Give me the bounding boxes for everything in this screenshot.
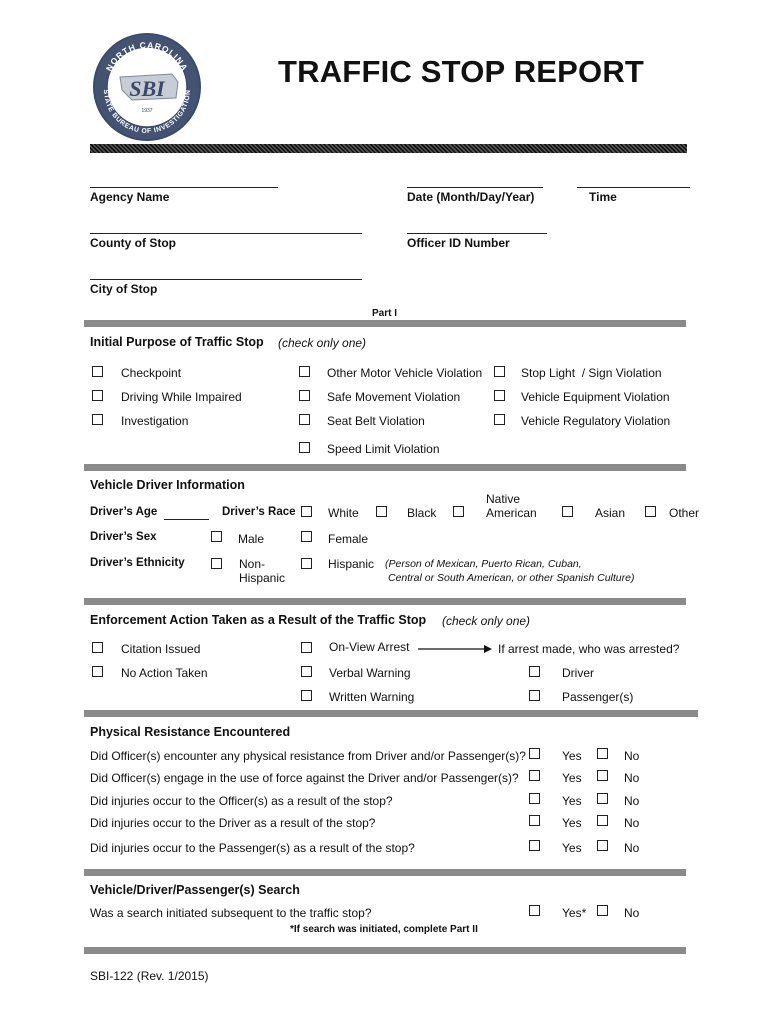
search-heading: Vehicle/Driver/Passenger(s) Search bbox=[90, 883, 300, 897]
arrested-passengers-checkbox[interactable] bbox=[529, 690, 540, 701]
race-asian-checkbox[interactable] bbox=[562, 506, 573, 517]
race-white-checkbox[interactable] bbox=[301, 506, 312, 517]
citation-issued-checkbox[interactable] bbox=[92, 642, 103, 653]
investigation-checkbox[interactable] bbox=[92, 414, 103, 425]
vehicle-regulatory-label: Vehicle Regulatory Violation bbox=[521, 414, 671, 428]
time-label: Time bbox=[589, 190, 617, 204]
ethnicity-hispanic-checkbox[interactable] bbox=[301, 558, 312, 569]
stop-light-label: Stop Light / Sign Violation bbox=[521, 366, 662, 380]
section-divider bbox=[84, 869, 686, 876]
enforcement-heading: Enforcement Action Taken as a Result of the Traffic Stop bbox=[90, 613, 427, 627]
enforcement-note: (check only one) bbox=[442, 614, 531, 628]
ethnicity-non-hispanic-checkbox[interactable] bbox=[211, 558, 222, 569]
no-action-checkbox[interactable] bbox=[92, 666, 103, 677]
drivers-age-line[interactable] bbox=[164, 519, 209, 520]
county-label: County of Stop bbox=[90, 236, 176, 250]
force-yes-checkbox[interactable] bbox=[529, 770, 540, 781]
force-no-label: No bbox=[624, 771, 640, 785]
arrow-right-icon bbox=[418, 641, 492, 659]
resistance-yes-checkbox[interactable] bbox=[529, 748, 540, 759]
arrest-question-label: If arrest made, who was arrested? bbox=[498, 642, 680, 656]
verbal-warning-label: Verbal Warning bbox=[329, 666, 411, 680]
other-mv-violation-label: Other Motor Vehicle Violation bbox=[327, 366, 483, 380]
passenger-injury-no-checkbox[interactable] bbox=[597, 840, 608, 851]
passenger-injury-yes-label: Yes bbox=[562, 841, 582, 855]
search-question: Was a search initiated subsequent to the traffic stop? bbox=[90, 906, 372, 920]
race-american-label: American bbox=[486, 506, 537, 520]
ethnicity-hispanic-word-label: Hispanic bbox=[239, 571, 286, 585]
driver-injury-yes-checkbox[interactable] bbox=[529, 815, 540, 826]
sex-female-checkbox[interactable] bbox=[301, 531, 312, 542]
officer-id-label: Officer ID Number bbox=[407, 236, 510, 250]
date-line[interactable] bbox=[407, 187, 543, 188]
arrested-driver-checkbox[interactable] bbox=[529, 666, 540, 677]
race-black-label: Black bbox=[407, 506, 437, 520]
sex-male-checkbox[interactable] bbox=[211, 531, 222, 542]
race-other-checkbox[interactable] bbox=[645, 506, 656, 517]
ethnicity-hispanic-label: Hispanic bbox=[328, 557, 375, 571]
passenger-injury-yes-checkbox[interactable] bbox=[529, 840, 540, 851]
sex-female-label: Female bbox=[328, 532, 369, 546]
citation-issued-label: Citation Issued bbox=[121, 642, 201, 656]
stop-light-checkbox[interactable] bbox=[494, 366, 505, 377]
section-divider bbox=[84, 464, 686, 471]
ethnicity-non-label: Non- bbox=[239, 557, 266, 571]
arrested-passengers-label: Passenger(s) bbox=[562, 690, 634, 704]
safe-movement-checkbox[interactable] bbox=[299, 390, 310, 401]
time-line[interactable] bbox=[577, 187, 690, 188]
checkpoint-label: Checkpoint bbox=[121, 366, 182, 380]
section-divider bbox=[84, 320, 686, 327]
officer-injury-no-checkbox[interactable] bbox=[597, 793, 608, 804]
on-view-arrest-label: On-View Arrest bbox=[329, 640, 410, 654]
date-label: Date (Month/Day/Year) bbox=[407, 190, 535, 204]
race-native-american-checkbox[interactable] bbox=[453, 506, 464, 517]
part-label: Part I bbox=[372, 308, 398, 319]
driver-injury-question: Did injuries occur to the Driver as a result of the stop? bbox=[90, 816, 376, 830]
officer-injury-question: Did injuries occur to the Officer(s) as a result of the stop? bbox=[90, 794, 393, 808]
safe-movement-label: Safe Movement Violation bbox=[327, 390, 461, 404]
race-asian-label: Asian bbox=[595, 506, 626, 520]
ethnicity-note-1: (Person of Mexican, Puerto Rican, Cuban, bbox=[385, 558, 582, 570]
purpose-note: (check only one) bbox=[278, 336, 367, 350]
officer-injury-no-label: No bbox=[624, 794, 640, 808]
search-footnote: *If search was initiated, complete Part II bbox=[290, 924, 478, 935]
dwi-label: Driving While Impaired bbox=[121, 390, 242, 404]
race-native-label: Native bbox=[486, 492, 521, 506]
form-id: SBI-122 (Rev. 1/2015) bbox=[90, 969, 209, 983]
purpose-heading: Initial Purpose of Traffic Stop bbox=[90, 335, 264, 349]
resistance-yes-label: Yes bbox=[562, 749, 582, 763]
sbi-seal-logo bbox=[92, 32, 202, 142]
verbal-warning-checkbox[interactable] bbox=[301, 666, 312, 677]
drivers-race-label: Driver’s Race bbox=[222, 506, 296, 518]
written-warning-label: Written Warning bbox=[329, 690, 415, 704]
section-divider bbox=[84, 947, 686, 954]
arrested-driver-label: Driver bbox=[562, 666, 594, 680]
seat-belt-checkbox[interactable] bbox=[299, 414, 310, 425]
written-warning-checkbox[interactable] bbox=[301, 690, 312, 701]
race-white-label: White bbox=[328, 506, 359, 520]
seal-center-text: SBI bbox=[129, 76, 165, 101]
race-other-label: Other bbox=[669, 506, 700, 520]
vehicle-regulatory-checkbox[interactable] bbox=[494, 414, 505, 425]
officer-injury-yes-label: Yes bbox=[562, 794, 582, 808]
checkpoint-checkbox[interactable] bbox=[92, 366, 103, 377]
resistance-no-checkbox[interactable] bbox=[597, 748, 608, 759]
drivers-sex-label: Driver’s Sex bbox=[90, 531, 157, 543]
drivers-ethnicity-label: Driver’s Ethnicity bbox=[90, 557, 185, 569]
county-line[interactable] bbox=[90, 233, 362, 234]
force-no-checkbox[interactable] bbox=[597, 770, 608, 781]
sex-male-label: Male bbox=[238, 532, 265, 546]
page-title: TRAFFIC STOP REPORT bbox=[278, 54, 645, 89]
title-rule bbox=[90, 144, 687, 153]
section-divider bbox=[84, 598, 686, 605]
resistance-no-label: No bbox=[624, 749, 640, 763]
officer-injury-yes-checkbox[interactable] bbox=[529, 793, 540, 804]
seat-belt-label: Seat Belt Violation bbox=[327, 414, 425, 428]
ethnicity-note-2: Central or South American, or other Spanish Culture) bbox=[388, 572, 635, 584]
dwi-checkbox[interactable] bbox=[92, 390, 103, 401]
drivers-age-label: Driver’s Age bbox=[90, 506, 158, 518]
resistance-question: Did Officer(s) encounter any physical resistance from Driver and/or Passenger(s)? bbox=[90, 749, 526, 763]
speed-limit-checkbox[interactable] bbox=[299, 442, 310, 453]
officer-id-line[interactable] bbox=[407, 233, 547, 234]
resistance-heading: Physical Resistance Encountered bbox=[90, 725, 291, 739]
search-no-checkbox[interactable] bbox=[597, 905, 608, 916]
driver-injury-no-checkbox[interactable] bbox=[597, 815, 608, 826]
passenger-injury-question: Did injuries occur to the Passenger(s) as a result of the stop? bbox=[90, 841, 415, 855]
driver-injury-yes-label: Yes bbox=[562, 816, 582, 830]
city-label: City of Stop bbox=[90, 282, 158, 296]
seal-bottom-text: STATE BUREAU OF INVESTIGATION bbox=[101, 89, 193, 136]
search-yes-checkbox[interactable] bbox=[529, 905, 540, 916]
no-action-label: No Action Taken bbox=[121, 666, 208, 680]
agency-name-label: Agency Name bbox=[90, 190, 170, 204]
vehicle-equipment-label: Vehicle Equipment Violation bbox=[521, 390, 670, 404]
speed-limit-label: Speed Limit Violation bbox=[327, 442, 440, 456]
seal-top-text: NORTH CAROLINA bbox=[103, 39, 191, 73]
vehicle-equipment-checkbox[interactable] bbox=[494, 390, 505, 401]
section-divider bbox=[84, 710, 698, 717]
search-yes-label: Yes* bbox=[562, 906, 587, 920]
force-yes-label: Yes bbox=[562, 771, 582, 785]
on-view-arrest-checkbox[interactable] bbox=[301, 642, 312, 653]
seal-year: 1937 bbox=[141, 108, 153, 114]
driver-injury-no-label: No bbox=[624, 816, 640, 830]
force-question: Did Officer(s) engage in the use of force against the Driver and/or Passenger(s)? bbox=[90, 771, 519, 785]
city-line[interactable] bbox=[90, 279, 362, 280]
other-mv-violation-checkbox[interactable] bbox=[299, 366, 310, 377]
search-no-label: No bbox=[624, 906, 640, 920]
race-black-checkbox[interactable] bbox=[376, 506, 387, 517]
agency-name-line[interactable] bbox=[90, 187, 278, 188]
investigation-label: Investigation bbox=[121, 414, 189, 428]
passenger-injury-no-label: No bbox=[624, 841, 640, 855]
driver-heading: Vehicle Driver Information bbox=[90, 478, 245, 492]
